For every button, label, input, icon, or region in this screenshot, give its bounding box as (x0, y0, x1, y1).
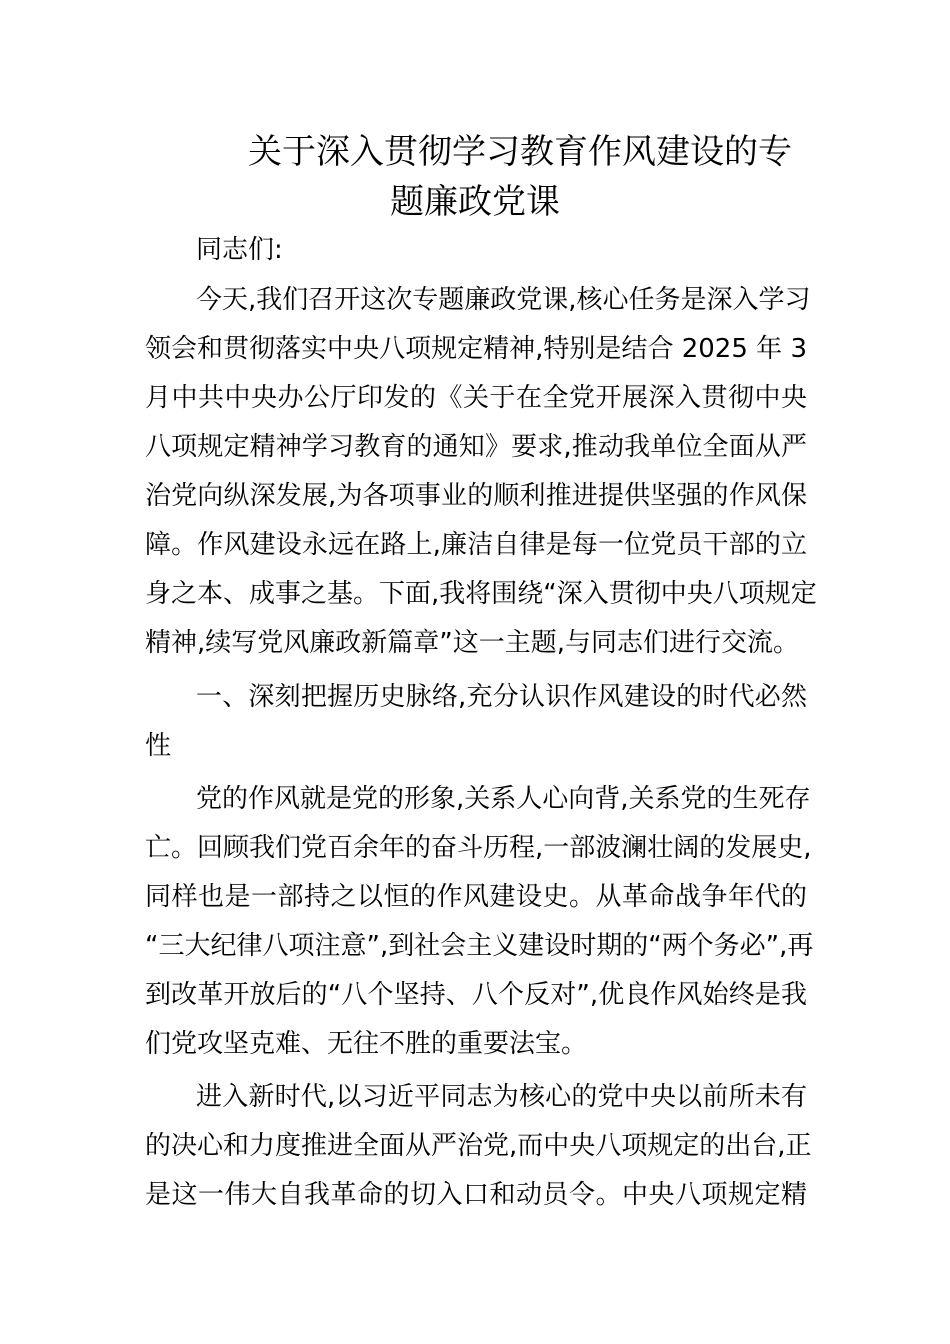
document-title-line-1: 关于深入贯彻学习教育作风建设的专 (248, 132, 792, 172)
section-heading-line: 性 (145, 731, 172, 761)
paragraph-line: 进入新时代,以习近平同志为核心的党中央以前所未有 (196, 1082, 807, 1112)
paragraph-line: 今天,我们召开这次专题廉政党课,核心任务是深入学习 (196, 285, 811, 315)
paragraph-line: 领会和贯彻落实中央八项规定精神,特别是结合 2025 年 3 (145, 334, 807, 364)
paragraph-line: 八项规定精神学习教育的通知》要求,推动我单位全面从严 (145, 432, 807, 462)
paragraph-line: 同样也是一部持之以恒的作风建设史。从革命战争年代的 (145, 882, 807, 912)
paragraph-line: 障。作风建设永远在路上,廉洁自律是每一位党员干部的立 (145, 530, 807, 560)
paragraph-line: 是这一伟大自我革命的切入口和动员令。中央八项规定精 (145, 1180, 807, 1210)
paragraph-line: 党的作风就是党的形象,关系人心向背,关系党的生死存 (196, 784, 811, 814)
paragraph-line: 身之本、成事之基。下面,我将围绕“深入贯彻中央八项规定 (145, 579, 817, 609)
section-heading-line: 一、深刻把握历史脉络,充分认识作风建设的时代必然 (196, 682, 807, 712)
paragraph-line: 治党向纵深发展,为各项事业的顺利推进提供坚强的作风保 (145, 481, 807, 511)
paragraph-line: “三大纪律八项注意”,到社会主义建设时期的“两个务必”,再 (145, 931, 814, 961)
paragraph-line: 们党攻坚克难、无往不胜的重要法宝。 (145, 1029, 588, 1059)
salutation: 同志们: (196, 235, 283, 265)
paragraph-line: 亡。回顾我们党百余年的奋斗历程,一部波澜壮阔的发展史, (145, 833, 812, 863)
paragraph-line: 的决心和力度推进全面从严治党,而中央八项规定的出台,正 (145, 1131, 812, 1161)
paragraph-line: 到改革开放后的“八个坚持、八个反对”,优良作风始终是我 (145, 980, 807, 1010)
paragraph-line: 精神,续写党风廉政新篇章”这一主题,与同志们进行交流。 (145, 628, 799, 658)
paragraph-line: 月中共中央办公厅印发的《关于在全党开展深入贯彻中央 (145, 383, 807, 413)
document-title-line-2: 题廉政党课 (390, 182, 560, 222)
